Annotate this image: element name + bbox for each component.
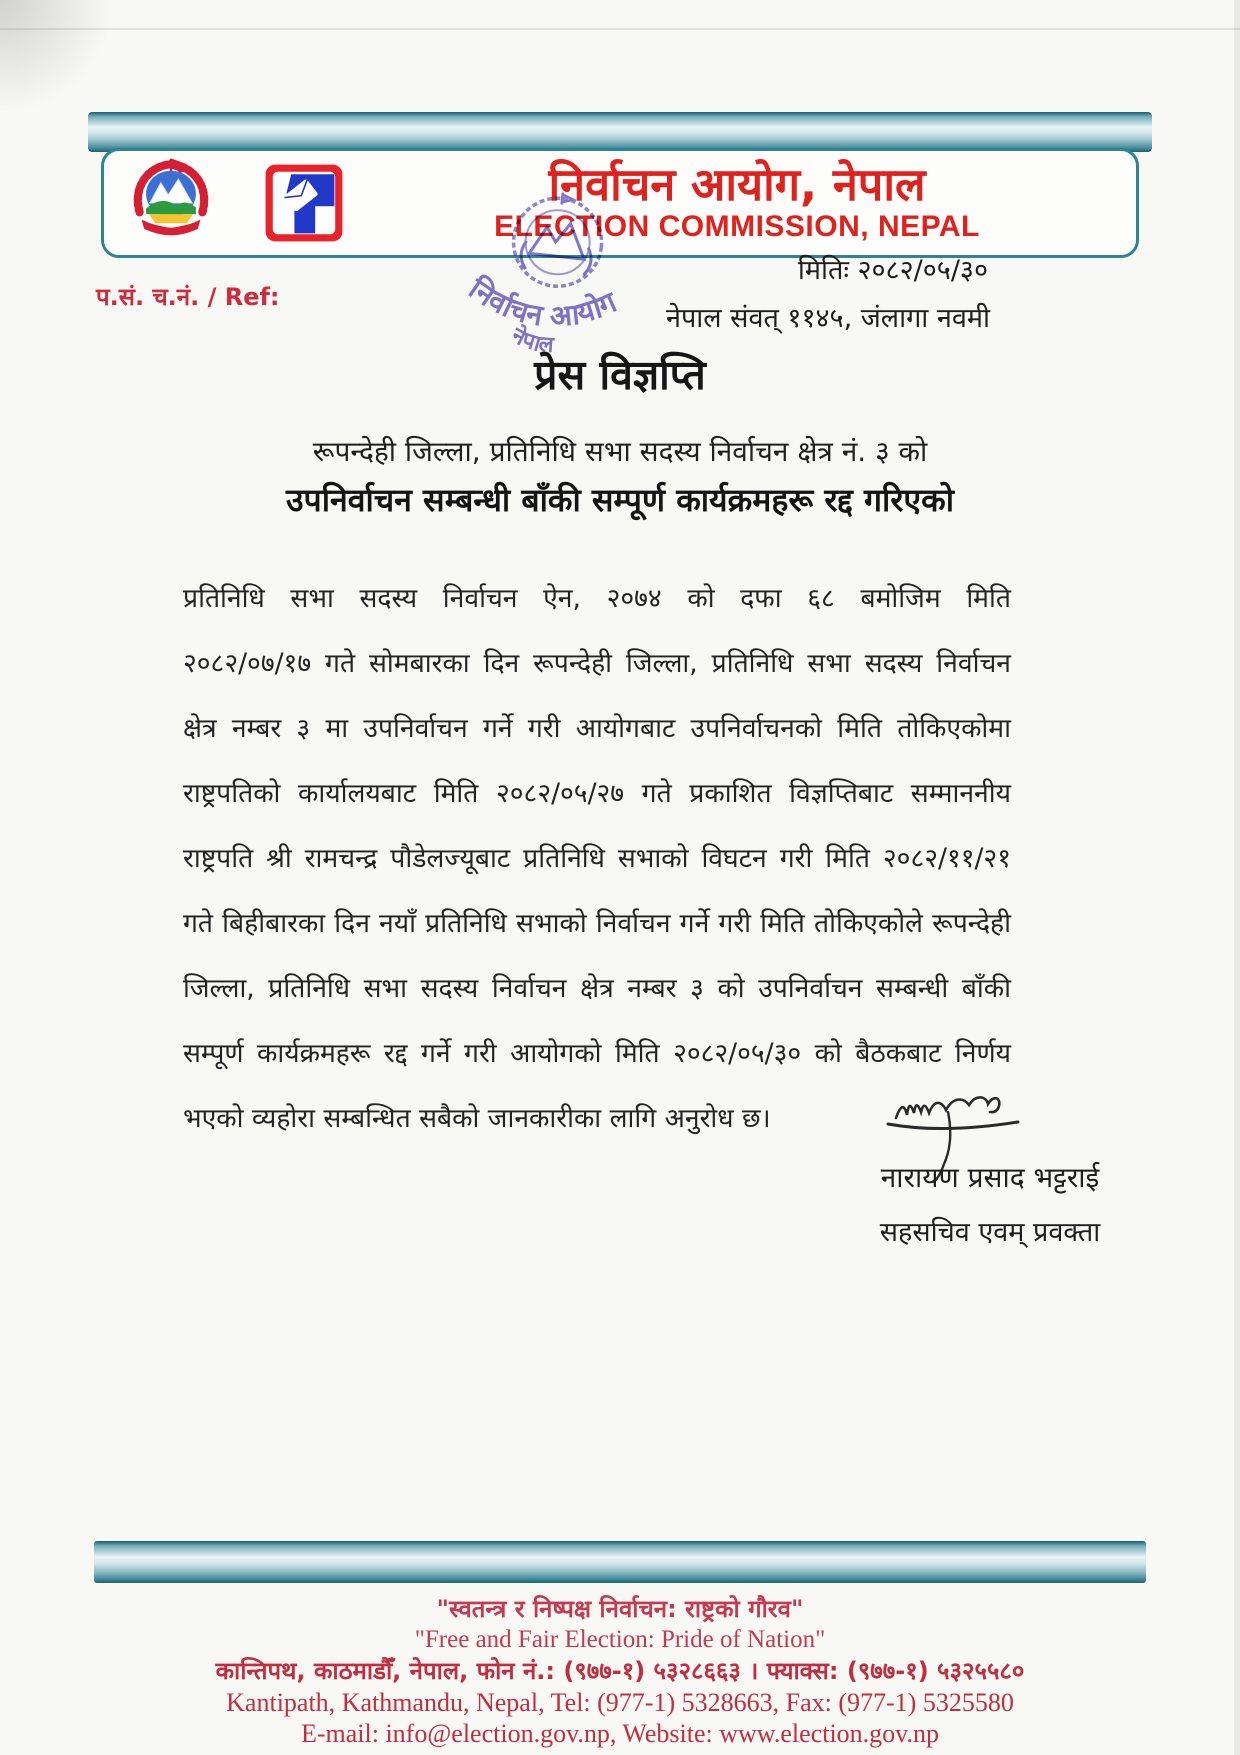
scan-artifact-top-line: [0, 28, 1240, 30]
footer-motto-nepali: "स्वतन्त्र र निष्पक्ष निर्वाचन: राष्ट्रको गौरव": [436, 1595, 804, 1623]
nepal-coat-of-arms-icon: [124, 155, 218, 251]
footer-address-nepali: कान्तिपथ, काठमाडौँ, नेपाल, फोन नं.: (९७७-१) ५३२८६६३ । फ्याक्स: (९७७-१) ५३२५५८०: [215, 1657, 1025, 1685]
body-line: २०८२/०७/१७ गते सोमबारका दिन रूपन्देही जिल्ला, प्रतिनिधि सभा सदस्य निर्वाचन: [183, 648, 1011, 679]
nepal-sambat-date: नेपाल संवत् ११४५, जंलागा नवमी: [665, 303, 990, 334]
scan-artifact-right-edge: [1234, 0, 1240, 1755]
body-paragraph: [183, 566, 1011, 1151]
ballot-box-icon: [264, 160, 344, 246]
stamp-bottom-text: नेपाल: [507, 323, 555, 359]
org-name-english: ELECTION COMMISSION, NEPAL: [494, 209, 980, 243]
body-line: जिल्ला, प्रतिनिधि सभा सदस्य निर्वाचन क्षेत्र नम्बर ३ को उपनिर्वाचन सम्बन्धी बाँकी: [183, 973, 1011, 1004]
footer-teal-bar: [94, 1541, 1146, 1583]
body-line: राष्ट्रपति श्री रामचन्द्र पौडेलज्यूबाट प्रतिनिधि सभाको विघटन गरी मिति २०८२/११/२१: [183, 843, 1011, 874]
footer-email-website: E-mail: info@election.gov.np, Website: www.election.gov.np: [300, 1719, 939, 1748]
body-line: प्रतिनिधि सभा सदस्य निर्वाचन ऐन, २०७४ को दफा ६८ बमोजिम मिति: [183, 583, 1011, 614]
subject-line-2: उपनिर्वाचन सम्बन्धी बाँकी सम्पूर्ण कार्यक्रमहरू रद्द गरिएको: [286, 481, 954, 519]
date-line: मितिः २०८२/०५/३०: [797, 255, 988, 286]
reference-number-label: प.सं. च.नं. / Ref:: [96, 283, 280, 311]
body-line: भएको व्यहोरा सम्बन्धित सबैको जानकारीका लागि अनुरोध छ।: [183, 1103, 771, 1134]
document-title: प्रेस विज्ञप्ति: [534, 351, 706, 399]
stamp-arc-text: निर्वाचन आयोग: [462, 271, 622, 334]
body-line: क्षेत्र नम्बर ३ मा उपनिर्वाचन गर्ने गरी आयोगबाट उपनिर्वाचनको मिति तोकिएकोमा: [183, 713, 1011, 744]
signatory-name: नारायण प्रसाद भट्टराई: [880, 1161, 1100, 1194]
body-line: राष्ट्रपतिको कार्यालयबाट मिति २०८२/०५/२७ गते प्रकाशित विज्ञप्तिबाट सम्माननीय: [183, 778, 1011, 809]
body-line: गते बिहीबारका दिन नयाँ प्रतिनिधि सभाको निर्वाचन गर्ने गरी मिति तोकिएकोले रूपन्देही: [183, 908, 1011, 939]
letterhead-teal-bar: [88, 112, 1152, 152]
subject-line-1: रूपन्देही जिल्ला, प्रतिनिधि सभा सदस्य निर्वाचन क्षेत्र नं. ३ को: [312, 435, 928, 468]
footer-address-english: Kantipath, Kathmandu, Nepal, Tel: (977-1) 5328663, Fax: (977-1) 5325580: [226, 1688, 1014, 1717]
signatory-designation: सहसचिव एवम् प्रवक्ता: [879, 1217, 1101, 1248]
org-name-nepali: निर्वाचन आयोग, नेपाल: [548, 158, 926, 212]
footer-text-block: [0, 1594, 1240, 1749]
scan-artifact-corner-smudge: [0, 0, 120, 110]
svg-text:निर्वाचन आयोग: [459, 269, 626, 341]
footer-motto-english: "Free and Fair Election: Pride of Nation": [414, 1626, 826, 1653]
body-line: सम्पूर्ण कार्यक्रमहरू रद्द गर्ने गरी आयोगको मिति २०८२/०५/३० को बैठकबाट निर्णय: [183, 1038, 1011, 1069]
